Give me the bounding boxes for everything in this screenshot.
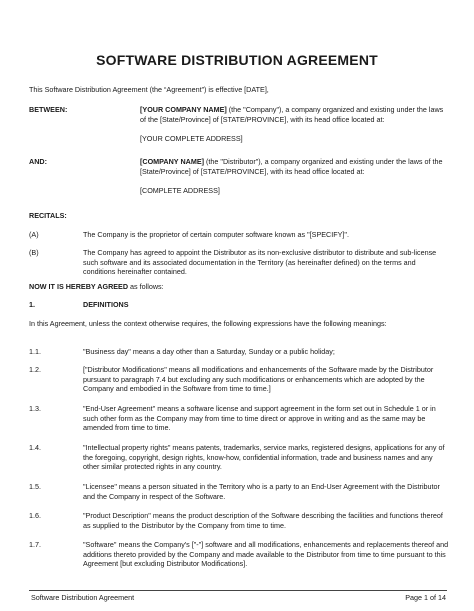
between-description [140, 105, 450, 124]
document-title: SOFTWARE DISTRIBUTION AGREEMENT [96, 52, 378, 68]
section-1-heading: DEFINITIONS [83, 300, 129, 309]
footer-document-name: Software Distribution Agreement [31, 593, 135, 602]
clause-1-4-text: "Intellectual property rights" means patents, trademarks, service marks, registered designs, applications for any of the foregoing, copyright, design rights, know-how, confidential information, trade and business names and any other similar protected rights in any country. [83, 443, 445, 472]
clause-1-6-number: 1.6. [29, 511, 41, 520]
recital-b-text: The Company has agreed to appoint the Distributor as its non-exclusive distributor to distribute and sub-license such software and its associated documentation in the Territory (as hereinafter defined) on the terms and conditions hereinafter contained. [83, 248, 437, 277]
company-address: [YOUR COMPLETE ADDRESS] [140, 133, 243, 143]
recital-a-number: (A) [29, 230, 39, 239]
between-party [140, 105, 450, 143]
footer-divider [29, 590, 447, 591]
section-1-number: 1. [29, 300, 35, 309]
clause-1-3-text: "End-User Agreement" means a software license and support agreement in the form set out in Schedule 1 or in such other form as the Company may from time to time direct or approve in writing and as the same may be amended from time to time. [83, 404, 436, 433]
clause-1-3-number: 1.3. [29, 404, 41, 413]
company-details: (the "Company"), a company organized and existing under the laws of the [State/Province] of [STATE/PROVINCE], with its head office located at: [140, 105, 444, 124]
agreed-rest: as follows: [128, 282, 164, 291]
and-description [140, 157, 450, 176]
agreed-bold: NOW IT IS HEREBY AGREED [29, 282, 129, 291]
clause-1-5-text: "Licensee" means a person situated in the Territory who is a party to an End-User Agreement with the Distributor and the Company in respect of the Software. [83, 482, 440, 501]
clause-1-6-text: "Product Description" means the product description of the Software describing the facilities and functions thereof as supplied to the Distributor by the Company from time to time. [83, 511, 443, 530]
clause-1-1-text: "Business day" means a day other than a Saturday, Sunday or a public holiday; [83, 347, 335, 356]
agreed-statement [29, 282, 449, 292]
and-party [140, 157, 450, 195]
distributor-address: [COMPLETE ADDRESS] [140, 185, 220, 195]
company-name: [YOUR COMPANY NAME] [140, 105, 227, 114]
clause-1-1-number: 1.1. [29, 347, 41, 356]
clause-1-2-number: 1.2. [29, 365, 41, 374]
section-1-intro: In this Agreement, unless the context otherwise requires, the following expressions have the following meanings: [29, 319, 387, 328]
clause-1-5-number: 1.5. [29, 482, 41, 491]
clause-1-2-text: ["Distributor Modifications" means all modifications and enhancements of the Software made by the Distributor pursuant to paragraph 7.4 but excluding any such modifications or enhancements which are adopted by the Company and embodied in the Software from time to time.] [83, 365, 434, 394]
footer-page-number: Page 1 of 14 [405, 593, 446, 602]
recitals-heading: RECITALS: [29, 211, 67, 220]
recital-b-number: (B) [29, 248, 39, 257]
clause-1-4-number: 1.4. [29, 443, 41, 452]
intro-paragraph: This Software Distribution Agreement (the “Agreement”) is effective [DATE], [29, 85, 269, 94]
between-label: BETWEEN: [29, 105, 68, 114]
distributor-details: (the "Distributor"), a company organized and existing under the laws of the [State/Province] of [STATE/PROVINCE], with its head office located at: [140, 157, 443, 176]
recital-a-text: The Company is the proprietor of certain computer software known as "[SPECIFY]". [83, 230, 349, 239]
distributor-name: [COMPANY NAME] [140, 157, 205, 166]
clause-1-7-number: 1.7. [29, 540, 41, 549]
clause-1-7-text: "Software" means the Company's ["-"] software and all modifications, enhancements and replacements thereof and additions thereto provided by the Company and made available to the Distributor from time to time pursuant to this Agreement [but excluding Distributor Modifications]. [83, 540, 449, 569]
and-label: AND: [29, 157, 47, 166]
